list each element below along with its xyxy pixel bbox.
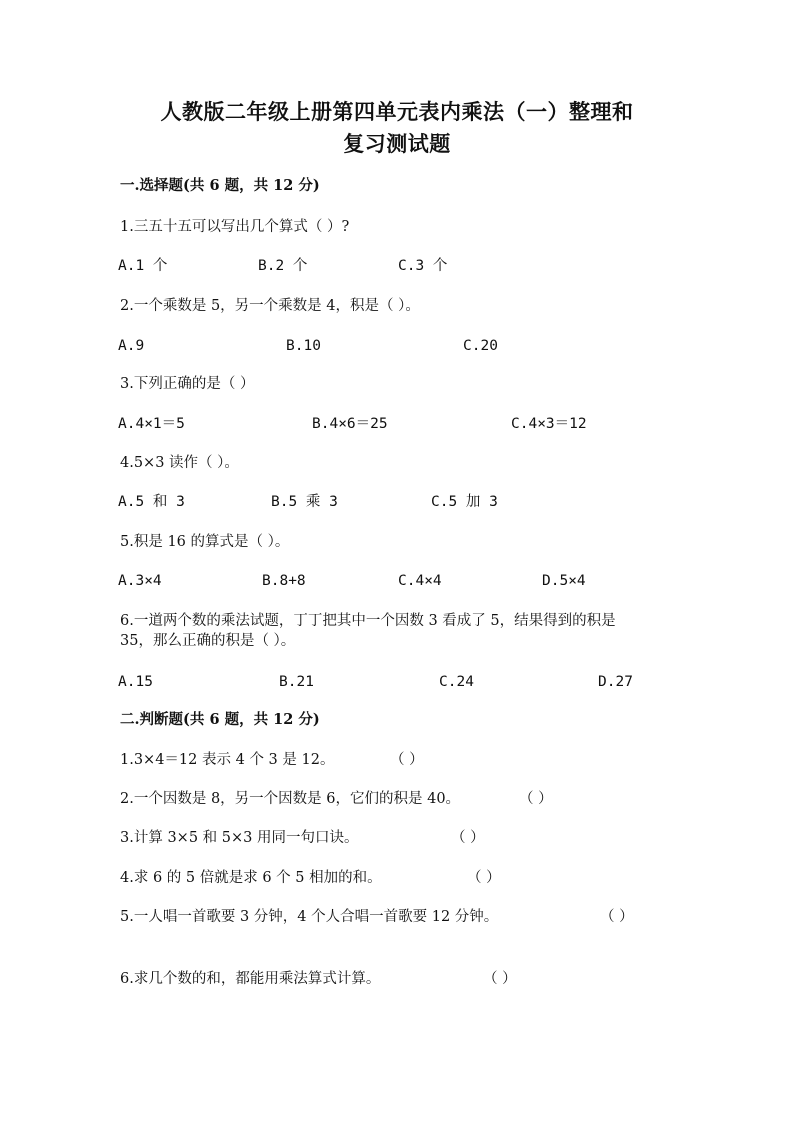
question-2-option-a: A.9 xyxy=(118,338,145,354)
question-6-option-c: C.24 xyxy=(439,674,474,690)
question-6-option-d: D.27 xyxy=(598,674,633,690)
question-6-continued: 35，那么正确的积是（ ）。 xyxy=(120,633,296,649)
question-4-option-b: B.5 乘 3 xyxy=(271,494,338,510)
judge-item-6-bracket: （ ） xyxy=(483,971,517,987)
question-3-option-a: A.4×1＝5 xyxy=(118,416,185,432)
judge-item-6: 6.求几个数的和，都能用乘法算式计算。 xyxy=(120,971,381,987)
judge-item-3-bracket: （ ） xyxy=(451,830,485,846)
question-6: 6.一道两个数的乘法试题，丁丁把其中一个因数 3 看成了 5，结果得到的积是 xyxy=(120,613,616,629)
judge-item-5-bracket: （ ） xyxy=(600,909,634,925)
judge-item-5: 5.一人唱一首歌要 3 分钟，4 个人合唱一首歌要 12 分钟。 xyxy=(120,909,499,925)
question-4-option-c: C.5 加 3 xyxy=(431,494,498,510)
question-5-option-d: D.5×4 xyxy=(542,573,586,589)
section-heading-choice: 一.选择题(共 6 题，共 12 分) xyxy=(120,177,320,194)
question-3: 3.下列正确的是（ ） xyxy=(120,376,255,392)
question-3-option-c: C.4×3＝12 xyxy=(511,416,587,432)
question-4-option-a: A.5 和 3 xyxy=(118,494,185,510)
judge-item-4: 4.求 6 的 5 倍就是求 6 个 5 相加的和。 xyxy=(120,870,382,886)
question-1-option-b: B.2 个 xyxy=(258,258,308,274)
question-3-option-b: B.4×6＝25 xyxy=(312,416,388,432)
judge-item-2: 2.一个因数是 8，另一个因数是 6，它们的积是 40。 xyxy=(120,791,461,807)
page-title-line-1: 人教版二年级上册第四单元表内乘法（一）整理和 xyxy=(160,99,634,124)
question-2-option-b: B.10 xyxy=(286,338,321,354)
page-title-line-2: 复习测试题 xyxy=(343,131,451,156)
question-1-option-a: A.1 个 xyxy=(118,258,168,274)
question-5-option-a: A.3×4 xyxy=(118,573,162,589)
question-1-option-c: C.3 个 xyxy=(398,258,448,274)
question-5: 5.积是 16 的算式是（ ）。 xyxy=(120,534,290,550)
question-4: 4.5×3 读作（ ）。 xyxy=(120,455,239,471)
judge-item-4-bracket: （ ） xyxy=(467,870,501,886)
question-1: 1.三五十五可以写出几个算式（ ）? xyxy=(120,219,350,235)
question-6-option-a: A.15 xyxy=(118,674,153,690)
question-2: 2.一个乘数是 5，另一个乘数是 4，积是（ ）。 xyxy=(120,298,420,314)
question-5-option-c: C.4×4 xyxy=(398,573,442,589)
section-heading-judge: 二.判断题(共 6 题，共 12 分) xyxy=(120,711,320,728)
judge-item-1-bracket: （ ） xyxy=(390,752,424,768)
question-5-option-b: B.8+8 xyxy=(262,573,306,589)
judge-item-3: 3.计算 3×5 和 5×3 用同一句口诀。 xyxy=(120,830,359,846)
question-6-option-b: B.21 xyxy=(279,674,314,690)
judge-item-1: 1.3×4＝12 表示 4 个 3 是 12。 xyxy=(120,752,335,768)
question-2-option-c: C.20 xyxy=(463,338,498,354)
judge-item-2-bracket: （ ） xyxy=(519,791,553,807)
